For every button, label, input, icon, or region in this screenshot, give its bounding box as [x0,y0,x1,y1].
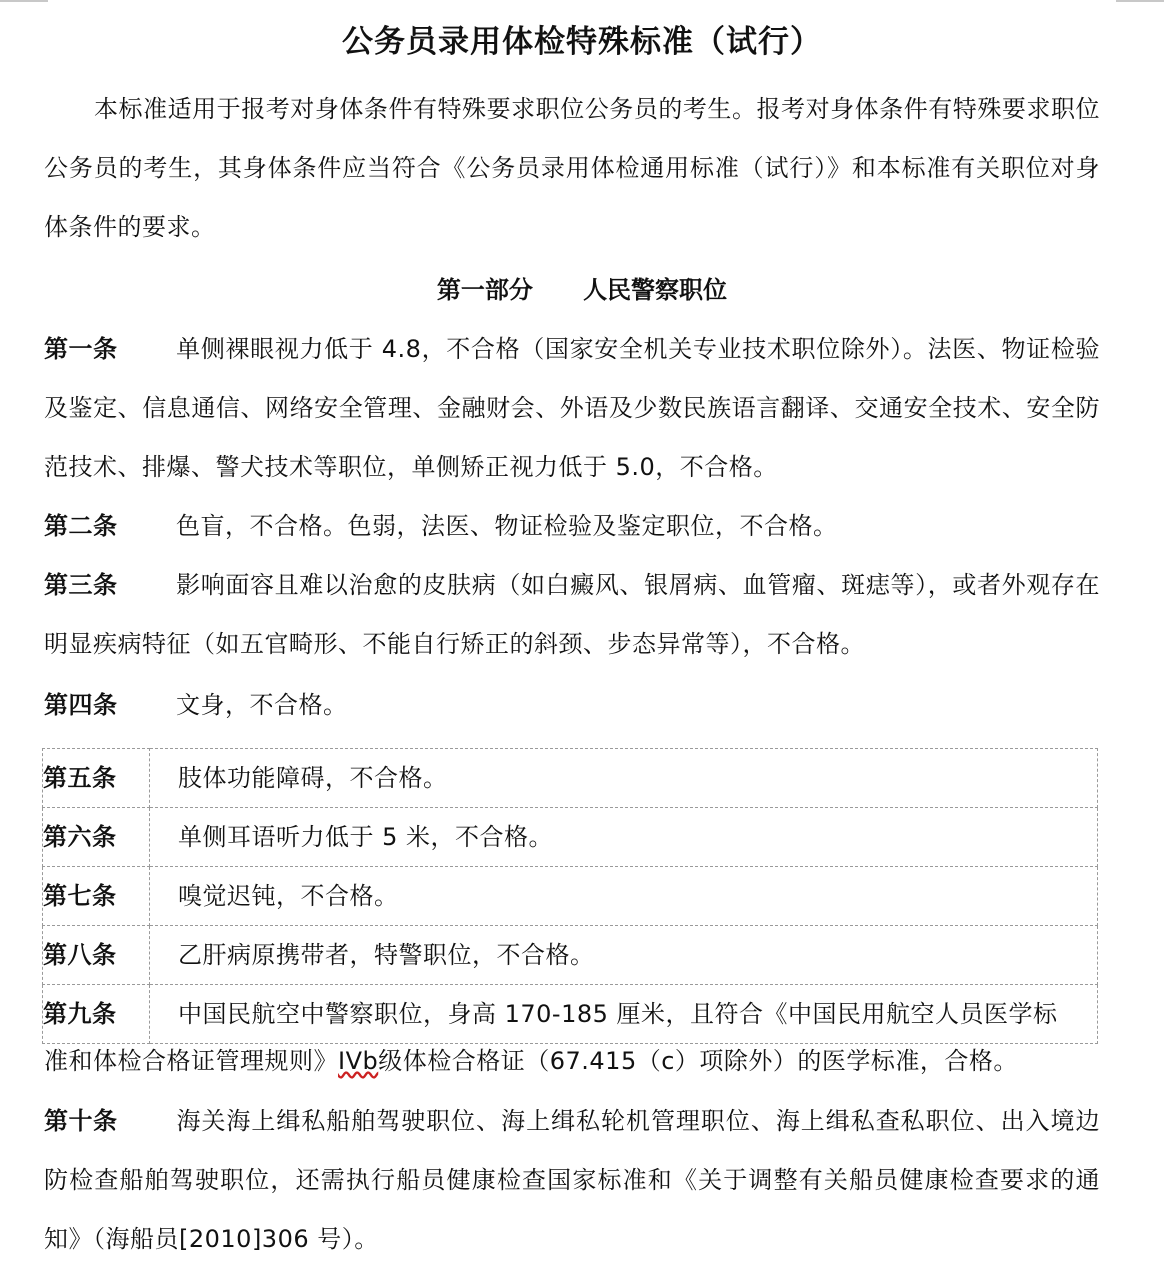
table-row [43,749,1098,808]
page-corner-mark-right [1116,0,1164,2]
article-4 [44,676,1100,735]
article-text: 肢体功能障碍，不合格。 [150,749,1098,808]
table-row [43,926,1098,985]
article-label: 第二条 [44,512,118,540]
article-1 [44,320,1100,497]
article-text: 色盲，不合格。色弱，法医、物证检验及鉴定职位，不合格。 [176,512,838,540]
table-row [43,808,1098,867]
spellcheck-underlined-text: IVb [338,1047,379,1075]
article-label: 第八条 [43,926,150,985]
article-label: 第九条 [43,985,150,1044]
section-name: 人民警察职位 [583,276,728,304]
section-part: 第一部分 [436,276,533,304]
article-2 [44,497,1100,556]
article-text: 影响面容且难以治愈的皮肤病（如白癜风、银屑病、血管瘤、斑痣等），或者外观存在明显疾病特征（如五官畸形、不能自行矫正的斜颈、步态异常等），不合格。 [44,571,1100,658]
article-text: 单侧耳语听力低于 5 米，不合格。 [150,808,1098,867]
article-9-continuation [44,1032,1104,1091]
section-heading [0,268,1164,312]
article-10 [44,1092,1100,1269]
article-label: 第一条 [44,335,118,363]
article-label: 第五条 [43,749,150,808]
article-label: 第十条 [44,1107,118,1135]
article-text: 准和体检合格证管理规则》 [44,1047,338,1075]
article-3 [44,556,1100,674]
page-corner-mark-left [0,0,48,2]
articles-table [42,748,1098,1044]
table-row [43,867,1098,926]
article-text: 单侧裸眼视力低于 4.8，不合格（国家安全机关专业技术职位除外）。法医、物证检验及鉴定、信息通信、网络安全管理、金融财会、外语及少数民族语言翻译、交通安全技术、安全防范技术、排爆、警犬技术等职位，单侧矫正视力低于 5.0，不合格。 [44,335,1100,481]
article-text: 海关海上缉私船舶驾驶职位、海上缉私轮机管理职位、海上缉私查私职位、出入境边防检查船舶驾驶职位，还需执行船员健康检查国家标准和《关于调整有关船员健康检查要求的通知》（海船员[2010]306 号）。 [44,1107,1100,1253]
intro-paragraph: 本标准适用于报考对身体条件有特殊要求职位公务员的考生。报考对身体条件有特殊要求职位公务员的考生，其身体条件应当符合《公务员录用体检通用标准（试行）》和本标准有关职位对身体条件的要求。 [44,95,1100,241]
article-label: 第七条 [43,867,150,926]
article-label: 第六条 [43,808,150,867]
article-text: 文身，不合格。 [176,691,348,719]
article-label: 第三条 [44,571,118,599]
article-text: 级体检合格证（67.415（c）项除外）的医学标准，合格。 [378,1047,1018,1075]
article-label: 第四条 [44,691,118,719]
article-text: 嗅觉迟钝，不合格。 [150,867,1098,926]
article-text: 乙肝病原携带者，特警职位，不合格。 [150,926,1098,985]
article-text: 中国民航空中警察职位，身高 170-185 厘米，且符合《中国民用航空人员医学标 [150,985,1098,1044]
document-title: 公务员录用体检特殊标准（试行） [342,24,822,60]
